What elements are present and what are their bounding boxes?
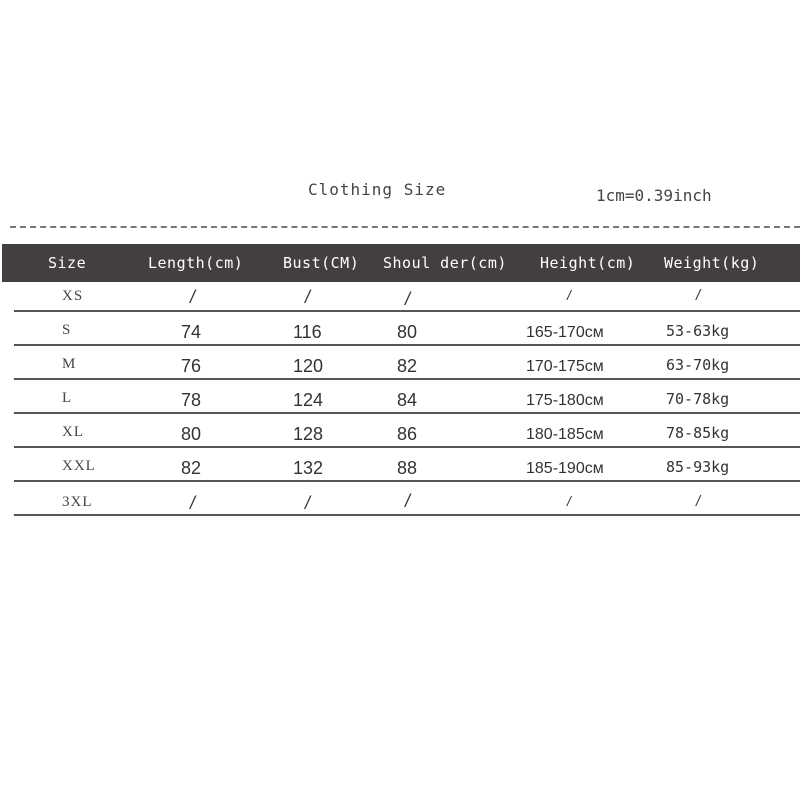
weight-value: / — [696, 493, 701, 510]
unit-conversion-note: 1cm=0.39inch — [596, 186, 712, 205]
row-divider — [14, 446, 800, 448]
shoulder-value: 80 — [397, 322, 418, 342]
bust-value: 128 — [293, 424, 324, 444]
shoulder-value: 82 — [397, 356, 418, 376]
column-header-height: Height(cm) — [540, 254, 636, 272]
column-header-length: Length(cm) — [148, 254, 244, 272]
row-divider — [14, 514, 800, 516]
shoulder-value: 88 — [397, 458, 418, 478]
bust-value: 124 — [293, 390, 324, 410]
chart-title: Clothing Size — [308, 180, 447, 199]
row-divider — [14, 480, 800, 482]
shoulder-value: / — [405, 289, 411, 309]
column-header-bust: Bust(CM) — [283, 254, 360, 272]
size-label: L — [62, 390, 73, 406]
row-divider — [14, 344, 800, 346]
shoulder-value: 84 — [397, 390, 418, 410]
weight-value: 78-85kg — [666, 424, 730, 442]
weight-value: 63-70kg — [666, 356, 730, 374]
size-label: S — [62, 322, 72, 338]
length-value: 82 — [181, 458, 202, 478]
row-divider — [14, 310, 800, 312]
row-divider — [14, 378, 800, 380]
bust-value: 116 — [293, 322, 322, 342]
length-value: 78 — [181, 390, 202, 410]
weight-value: 85-93kg — [666, 458, 730, 476]
weight-value: 70-78kg — [666, 390, 730, 408]
column-header-size: Size — [48, 254, 87, 272]
height-value: / — [567, 493, 571, 509]
size-label: M — [62, 356, 77, 372]
bust-value: 132 — [293, 458, 324, 478]
height-value: 175-180cм — [526, 392, 604, 409]
size-label: XXL — [62, 458, 96, 474]
bust-value: / — [305, 493, 311, 513]
length-value: / — [190, 493, 196, 513]
height-value: / — [567, 287, 571, 303]
bust-value: 120 — [293, 356, 324, 376]
length-value: 76 — [181, 356, 202, 376]
row-divider — [14, 412, 800, 414]
height-value: 185-190cм — [526, 460, 604, 477]
shoulder-value: 86 — [397, 424, 418, 444]
height-value: 180-185cм — [526, 426, 604, 443]
size-label: XL — [62, 424, 84, 440]
column-header-weight: Weight(kg) — [664, 254, 760, 272]
size-label: 3XL — [62, 494, 93, 510]
weight-value: / — [696, 287, 701, 304]
shoulder-value: / — [405, 491, 411, 511]
column-header-shoulder: Shoul der(cm) — [383, 254, 507, 272]
size-label: XS — [62, 288, 84, 304]
dashed-divider — [10, 226, 800, 228]
height-value: 170-175cм — [526, 358, 604, 375]
length-value: / — [190, 287, 196, 307]
height-value: 165-170cм — [526, 324, 604, 341]
length-value: 80 — [181, 424, 202, 444]
length-value: 74 — [181, 322, 202, 342]
weight-value: 53-63kg — [666, 322, 730, 340]
bust-value: / — [305, 287, 311, 307]
